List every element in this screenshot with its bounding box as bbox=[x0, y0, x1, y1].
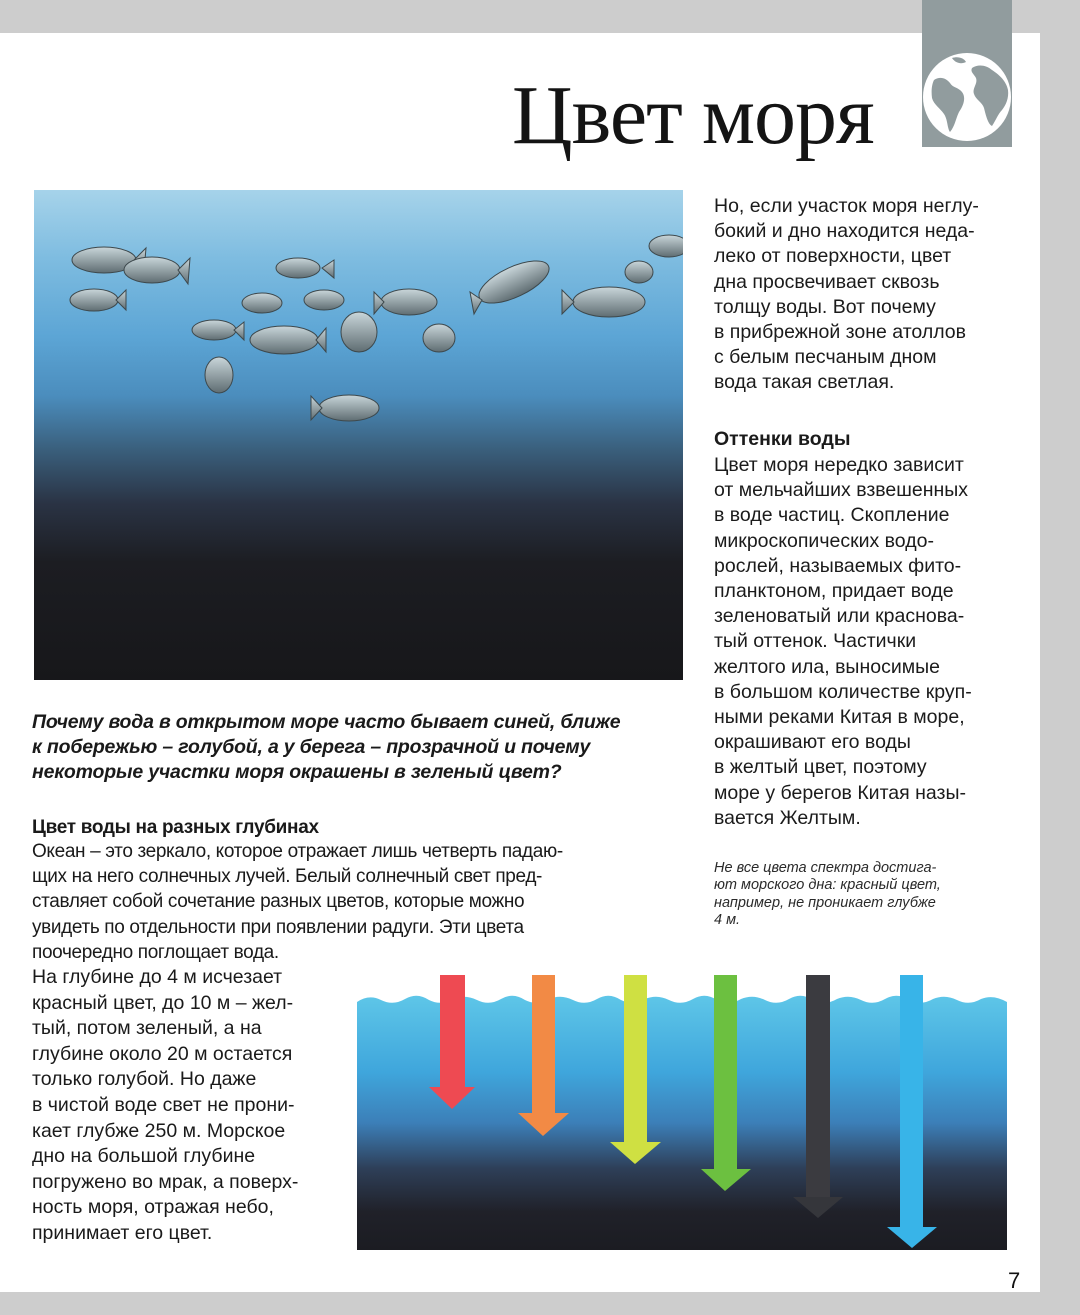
globe-tile bbox=[922, 0, 1012, 147]
caption-line: Не все цвета спектра достига- bbox=[714, 860, 937, 876]
text-line: окрашивают его воды bbox=[714, 731, 911, 754]
text-line: дно на большой глубине bbox=[32, 1145, 256, 1168]
text-line: красный цвет, до 10 м – жел- bbox=[32, 991, 294, 1014]
text-line: только голубой. Но даже bbox=[32, 1068, 257, 1091]
text-line: На глубине до 4 м исчезает bbox=[32, 966, 283, 988]
heading-water-shades: Оттенки воды bbox=[714, 428, 851, 450]
text-line: поочередно поглощает вода. bbox=[32, 941, 279, 963]
text-line: тый оттенок. Частички bbox=[714, 630, 917, 653]
text-line: принимает его цвет. bbox=[32, 1221, 213, 1244]
text-line: тый, потом зеленый, а на bbox=[32, 1017, 262, 1040]
text-line: от мельчайших взвешенных bbox=[714, 479, 969, 502]
underwater-fish-photo bbox=[34, 190, 683, 680]
text-line: Океан – это зеркало, которое отражает лишь четверть падаю- bbox=[32, 841, 563, 862]
question-line: Почему вода в открытом море часто бывает синей, ближе bbox=[32, 711, 621, 733]
page-frame-right bbox=[1040, 0, 1080, 1315]
text-line: ность моря, отражая небо, bbox=[32, 1196, 274, 1219]
text-line: вода такая светлая. bbox=[714, 371, 895, 394]
text-line: леко от поверхности, цвет bbox=[714, 245, 952, 268]
page-frame-top bbox=[0, 0, 1080, 33]
caption-line: 4 м. bbox=[714, 912, 741, 929]
text-line: ставляет собой сочетание разных цветов, которые можно bbox=[32, 891, 525, 913]
page-frame-bottom bbox=[0, 1292, 1080, 1315]
text-line: в большом количестве круп- bbox=[714, 680, 972, 703]
paragraph-depth-absorption bbox=[32, 965, 337, 1247]
page-number: 7 bbox=[1008, 1268, 1021, 1293]
text-line: толщу воды. Вот почему bbox=[714, 295, 936, 318]
text-line: зеленоватый или краснова- bbox=[714, 605, 965, 628]
intro-question bbox=[32, 710, 692, 785]
globe-icon bbox=[922, 50, 1012, 145]
text-line: рослей, называемых фито- bbox=[714, 554, 962, 577]
text-line: планктоном, придает воде bbox=[714, 580, 954, 603]
text-line: в воде частиц. Скопление bbox=[714, 504, 950, 527]
light-penetration-diagram bbox=[357, 968, 1007, 1250]
text-line: щих на него солнечных лучей. Белый солнечный свет пред- bbox=[32, 866, 543, 888]
question-line: к побережью – голубой, а у берега – прозрачной и почему bbox=[32, 736, 591, 758]
text-line: море у берегов Китая назы- bbox=[714, 781, 966, 804]
paragraph-ocean-mirror bbox=[32, 839, 672, 965]
diagram-caption bbox=[714, 860, 944, 930]
text-line: кает глубже 250 м. Морское bbox=[32, 1119, 286, 1142]
text-line: погружено во мрак, а поверх- bbox=[32, 1170, 299, 1193]
water-depth-illustration bbox=[357, 968, 1007, 1250]
text-line: вается Желтым. bbox=[714, 806, 861, 829]
paragraph-water-shades bbox=[714, 453, 1034, 831]
heading-depth-colors: Цвет воды на разных глубинах bbox=[32, 817, 319, 838]
text-line: бокий и дно находится неда- bbox=[714, 220, 975, 243]
caption-line: ют морского дна: красный цвет, bbox=[714, 877, 941, 894]
text-line: дна просвечивает сквозь bbox=[714, 270, 940, 293]
text-line: увидеть по отдельности при появлении радуги. Эти цвета bbox=[32, 916, 524, 938]
text-line: в чистой воде свет не прони- bbox=[32, 1093, 295, 1116]
fish-school-illustration bbox=[34, 190, 683, 680]
text-line: Но, если участок моря неглу- bbox=[714, 195, 979, 217]
page-title: Цвет моря bbox=[512, 69, 874, 162]
text-line: Цвет моря нередко зависит bbox=[714, 454, 964, 476]
text-line: микроскопических водо- bbox=[714, 529, 934, 552]
text-line: в желтый цвет, поэтому bbox=[714, 756, 927, 779]
text-line: глубине около 20 м остается bbox=[32, 1042, 293, 1065]
paragraph-shallow-water bbox=[714, 194, 1034, 396]
text-line: с белым песчаным дном bbox=[714, 346, 937, 369]
text-line: желтого ила, выносимые bbox=[714, 655, 940, 678]
text-line: в прибрежной зоне атоллов bbox=[714, 321, 967, 344]
text-line: ными реками Китая в море, bbox=[714, 706, 965, 729]
caption-line: например, не проникает глубже bbox=[714, 894, 936, 911]
question-line: некоторые участки моря окрашены в зеленый цвет? bbox=[32, 761, 562, 783]
